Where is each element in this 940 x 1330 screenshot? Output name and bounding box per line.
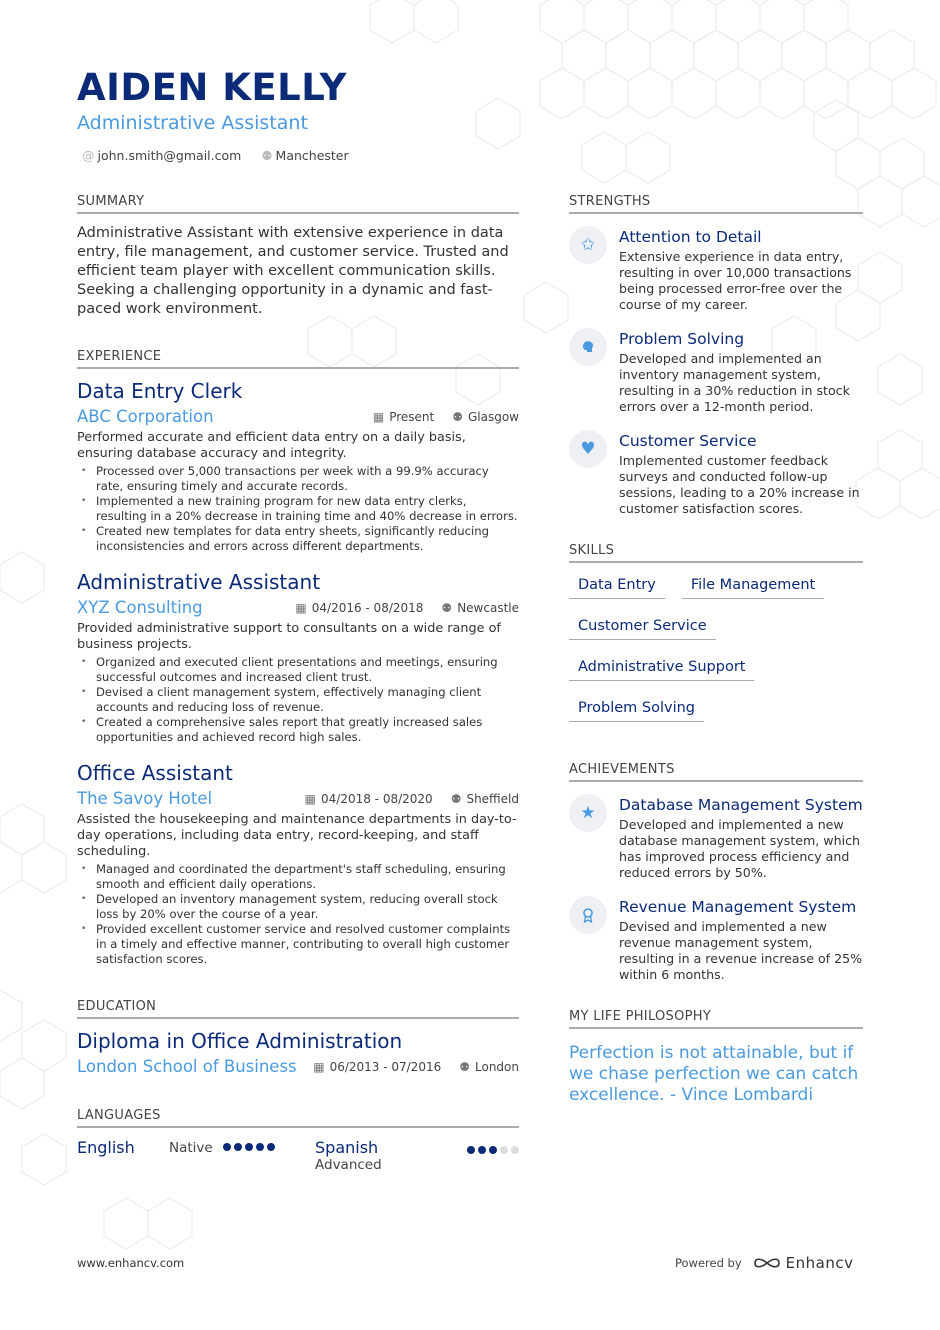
strength-title: Attention to Detail	[619, 228, 762, 246]
job-meta	[305, 792, 519, 806]
job-dates	[305, 792, 433, 806]
summary-text: Administrative Assistant with extensive experience in data entry, file management, and customer service. Trusted and efficient team player with excellent communication skills. Seeking a challenging opportunity in a dynamic and fast-paced work environment.	[77, 225, 509, 317]
summary-title: SUMMARY	[77, 194, 519, 214]
strength-item	[569, 228, 863, 313]
job-description: Assisted the housekeeping and maintenance departments in day-to-day operations, including data entry, record-keeping, and staff scheduling.	[77, 812, 517, 859]
language-item	[315, 1138, 519, 1173]
location-pin-icon: ⚉	[459, 1059, 470, 1074]
skill-tag: Customer Service	[569, 618, 716, 640]
strength-title: Customer Service	[619, 432, 757, 450]
rating-dot-filled	[223, 1143, 231, 1151]
language-rating	[467, 1146, 519, 1154]
job-description: Provided administrative support to consultants on a wide range of business projects.	[77, 621, 501, 652]
job-bullet: • Created new templates for data entry sheets, significantly reducing inconsistencies and errors across different departments.	[96, 524, 519, 554]
job-header-line	[77, 407, 519, 426]
job-location	[452, 410, 519, 424]
achievements-title: ACHIEVEMENTS	[569, 762, 863, 782]
education-entry	[77, 1029, 519, 1076]
job-dates-text: Present	[389, 409, 435, 424]
calendar-icon: ▦	[304, 791, 317, 806]
language-text-group	[315, 1138, 382, 1173]
email-text: john.smith@gmail.com	[97, 148, 242, 163]
rating-dot-filled	[256, 1143, 264, 1151]
education-location-text: London	[475, 1059, 519, 1074]
education-line	[77, 1057, 519, 1076]
job-company: The Savoy Hotel	[77, 789, 213, 808]
rating-dot-filled	[267, 1143, 275, 1151]
language-level: Advanced	[315, 1157, 382, 1173]
job-bullet: • Developed an inventory management system, reducing overall stock loss by 20% over the course of a year.	[96, 892, 519, 922]
job-description: Performed accurate and efficient data entry on a daily basis, ensuring database accuracy and integrity.	[77, 430, 466, 461]
right-column	[569, 194, 863, 1106]
job-bullet: • Implemented a new training program for new data entry clerks, resulting in a 20% decrease in training time and 40% decrease in errors.	[96, 494, 519, 524]
language-name: Spanish	[315, 1138, 379, 1157]
location-pin-icon: ⚉	[450, 791, 462, 806]
job-header-line	[77, 598, 519, 617]
achievement-text: Developed and implemented a new database management system, which has improved process efficiency and reduced errors by 50%.	[619, 817, 860, 880]
brain-icon	[569, 328, 607, 366]
powered-by-label: Powered by	[675, 1256, 742, 1270]
at-icon: @	[82, 148, 95, 163]
heart-icon: ♥	[569, 430, 607, 468]
strengths-list	[569, 228, 863, 517]
brand-logo[interactable]	[752, 1254, 854, 1272]
footer-branding	[675, 1254, 853, 1272]
job-bullet: • Managed and coordinated the department's staff scheduling, ensuring smooth and efficient daily operations.	[96, 862, 519, 892]
language-name: English	[77, 1138, 135, 1157]
job-entry	[77, 761, 519, 967]
rating-dot-filled	[467, 1146, 475, 1154]
award-icon-shape	[580, 907, 596, 923]
job-entry	[77, 379, 519, 554]
rating-dot-filled	[489, 1146, 497, 1154]
strength-item	[569, 432, 863, 517]
strength-text: Extensive experience in data entry, resulting in over 10,000 transactions being processed error-free over the course of my career.	[619, 249, 852, 312]
location-text: Manchester	[275, 148, 349, 163]
job-dates-text: 04/2018 - 08/2020	[321, 791, 433, 806]
job-dates	[373, 410, 434, 424]
skills-title: SKILLS	[569, 543, 863, 563]
achievement-item	[569, 898, 863, 983]
job-meta	[295, 601, 519, 615]
job-title: Data Entry Clerk	[77, 379, 243, 403]
rating-dot-filled	[234, 1143, 242, 1151]
job-company: ABC Corporation	[77, 407, 214, 426]
strength-title: Problem Solving	[619, 330, 745, 348]
achievement-title: Database Management System	[619, 796, 863, 814]
brain-icon-shape	[580, 339, 596, 355]
achievement-item	[569, 796, 863, 881]
skill-tag: Data Entry	[569, 577, 665, 599]
job-bullet: • Devised a client management system, effectively managing client accounts and reducing loss of revenue.	[96, 685, 519, 715]
skills-list	[569, 577, 863, 722]
star-outline-icon: ✩	[569, 226, 607, 264]
location-pin-icon: ⚉	[441, 600, 453, 615]
education-school: London School of Business	[77, 1057, 297, 1076]
job-dates-text: 04/2016 - 08/2018	[311, 600, 424, 615]
strengths-title: STRENGTHS	[569, 194, 863, 214]
email-contact[interactable]	[82, 148, 241, 163]
strength-text: Implemented customer feedback surveys and conducted follow-up sessions, leading to a 20% increase in customer satisfaction scores.	[619, 453, 860, 516]
education-dates-text: 06/2013 - 07/2016	[329, 1059, 442, 1074]
job-location	[441, 601, 519, 615]
job-bullet: • Processed over 5,000 transactions per week with a 99.9% accuracy rate, ensuring timely and accurate records.	[96, 464, 519, 494]
rating-dot-filled	[478, 1146, 486, 1154]
job-bullets	[77, 464, 519, 554]
footer-website[interactable]: www.enhancv.com	[77, 1256, 185, 1270]
philosophy-quote: Perfection is not attainable, but if we chase perfection we can catch excellence. - Vince Lombardi	[569, 1043, 859, 1105]
education-meta	[313, 1060, 519, 1074]
education-dates	[313, 1060, 441, 1074]
job-company: XYZ Consulting	[77, 598, 203, 617]
skill-tag: File Management	[682, 577, 824, 599]
job-bullets	[77, 655, 519, 745]
job-location-text: Glasgow	[467, 409, 519, 424]
infinity-logo-icon	[752, 1255, 782, 1271]
job-bullet: • Created a comprehensive sales report that greatly increased sales opportunities and achieved record high sales.	[96, 715, 519, 745]
award-icon	[569, 896, 607, 934]
language-item	[77, 1138, 315, 1157]
location-contact	[261, 148, 348, 163]
strength-text: Developed and implemented an inventory management system, resulting in a 30% reduction in stock errors over a 12-month period.	[619, 351, 850, 414]
rating-dot-empty	[500, 1146, 508, 1154]
job-location-text: Sheffield	[466, 791, 519, 806]
language-level: Native	[169, 1140, 213, 1156]
calendar-icon: ▦	[295, 600, 307, 615]
language-rating	[223, 1143, 275, 1151]
brand-name: Enhancv	[785, 1254, 854, 1272]
job-location-text: Newcastle	[457, 600, 519, 615]
job-dates	[295, 601, 423, 615]
location-pin-icon: ⚉	[261, 148, 273, 163]
achievement-title: Revenue Management System	[619, 898, 857, 916]
experience-title: EXPERIENCE	[77, 349, 519, 369]
location-pin-icon: ⚉	[452, 409, 463, 424]
rating-dot-filled	[245, 1143, 253, 1151]
star-icon: ★	[569, 794, 607, 832]
languages-list	[77, 1138, 519, 1173]
candidate-role: Administrative Assistant	[77, 112, 308, 134]
languages-title: LANGUAGES	[77, 1108, 519, 1128]
skill-tag: Problem Solving	[569, 700, 704, 722]
job-bullet: • Organized and executed client presentations and meetings, ensuring successful outcomes and increased client trust.	[96, 655, 519, 685]
achievements-list	[569, 796, 863, 983]
job-meta	[373, 410, 519, 424]
skill-tag: Administrative Support	[569, 659, 754, 681]
left-column	[77, 194, 519, 1173]
job-bullets	[77, 862, 519, 967]
calendar-icon: ▦	[313, 1059, 325, 1074]
job-header-line	[77, 789, 519, 808]
contact-info	[82, 148, 349, 163]
achievement-text: Devised and implemented a new revenue management system, resulting in a revenue increase of 25% within 6 months.	[619, 919, 863, 982]
job-title: Administrative Assistant	[77, 570, 321, 594]
philosophy-title: MY LIFE PHILOSOPHY	[569, 1009, 863, 1029]
job-entry	[77, 570, 519, 745]
calendar-icon: ▦	[372, 409, 385, 424]
education-title: EDUCATION	[77, 999, 519, 1019]
job-title: Office Assistant	[77, 761, 233, 785]
candidate-name: AIDEN KELLY	[77, 66, 347, 109]
job-bullet: • Provided excellent customer service and resolved customer complaints in a timely and effective manner, contributing to overall high customer satisfaction scores.	[96, 922, 519, 967]
education-degree: Diploma in Office Administration	[77, 1029, 403, 1053]
education-location	[459, 1060, 519, 1074]
rating-dot-empty	[511, 1146, 519, 1154]
strength-item	[569, 330, 863, 415]
job-location	[451, 792, 519, 806]
